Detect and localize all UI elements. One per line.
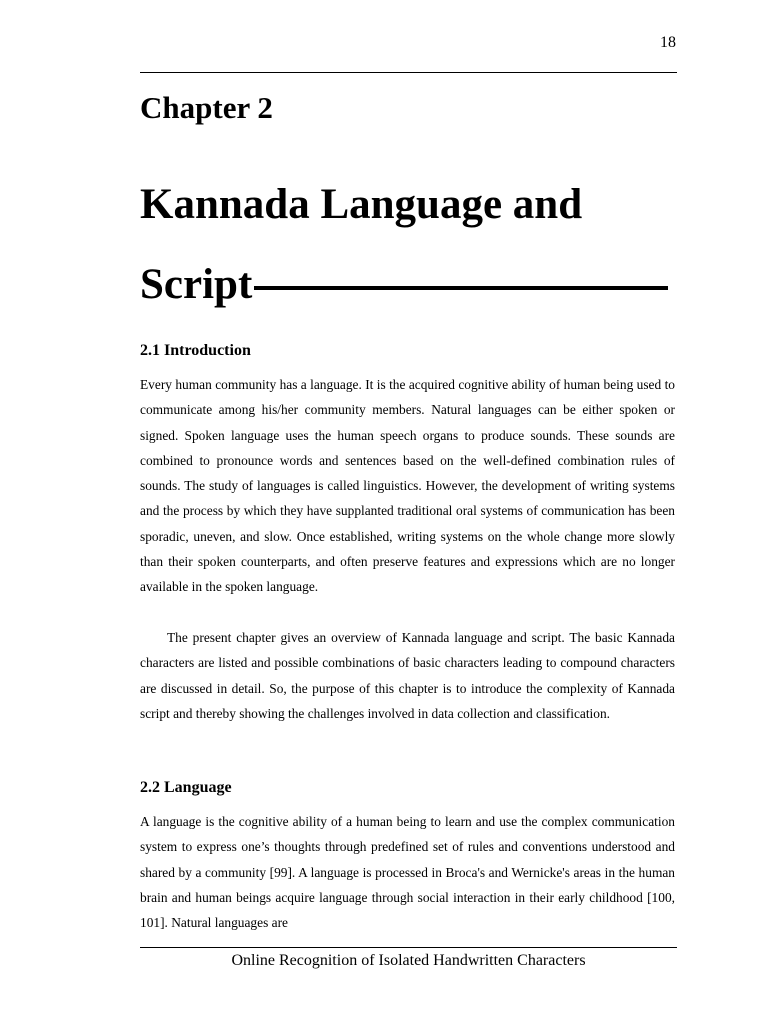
chapter-label: Chapter 2 <box>140 90 273 125</box>
header-rule <box>140 72 677 73</box>
section-heading-introduction: 2.1 Introduction <box>140 342 251 359</box>
chapter-title: Kannada Language and Script <box>140 181 583 308</box>
page-number: 18 <box>660 34 676 51</box>
footer-rule <box>140 947 677 948</box>
section-heading-language: 2.2 Language <box>140 779 232 796</box>
title-underline <box>254 286 668 290</box>
paragraph: A language is the cognitive ability of a human being to learn and use the complex communication system to express one’s thoughts through predefined set of rules and conventions understood and shared by a community [99]. A language is processed in Broca's and Wernicke's areas in the human brain and human beings acquire language through social interaction in their early childhood [100, 101]. Natural languages are <box>140 814 675 931</box>
paragraph: Every human community has a language. It is the acquired cognitive ability of human being used to communicate among his/her community members. Natural languages can be either spoken or signed. Spoken language uses the human speech organs to produce sounds. These sounds are combined to pronounce words and sentences based on the well-defined combination rules of sounds. The study of languages is called linguistics. However, the development of writing systems and the process by which they have supplanted traditional oral systems of communication has been sporadic, uneven, and slow. Once established, writing systems on the whole change more slowly than their spoken counterparts, and often preserve features and expressions which are no longer available in the spoken language. <box>140 377 675 595</box>
footer-text: Online Recognition of Isolated Handwritten Characters <box>231 952 586 969</box>
paragraph: The present chapter gives an overview of Kannada language and script. The basic Kannada characters are listed and possible combinations of basic characters leading to compound characters are discussed in detail. So, the purpose of this chapter is to introduce the complexity of Kannada script and thereby showing the challenges involved in data collection and classification. <box>140 630 675 721</box>
